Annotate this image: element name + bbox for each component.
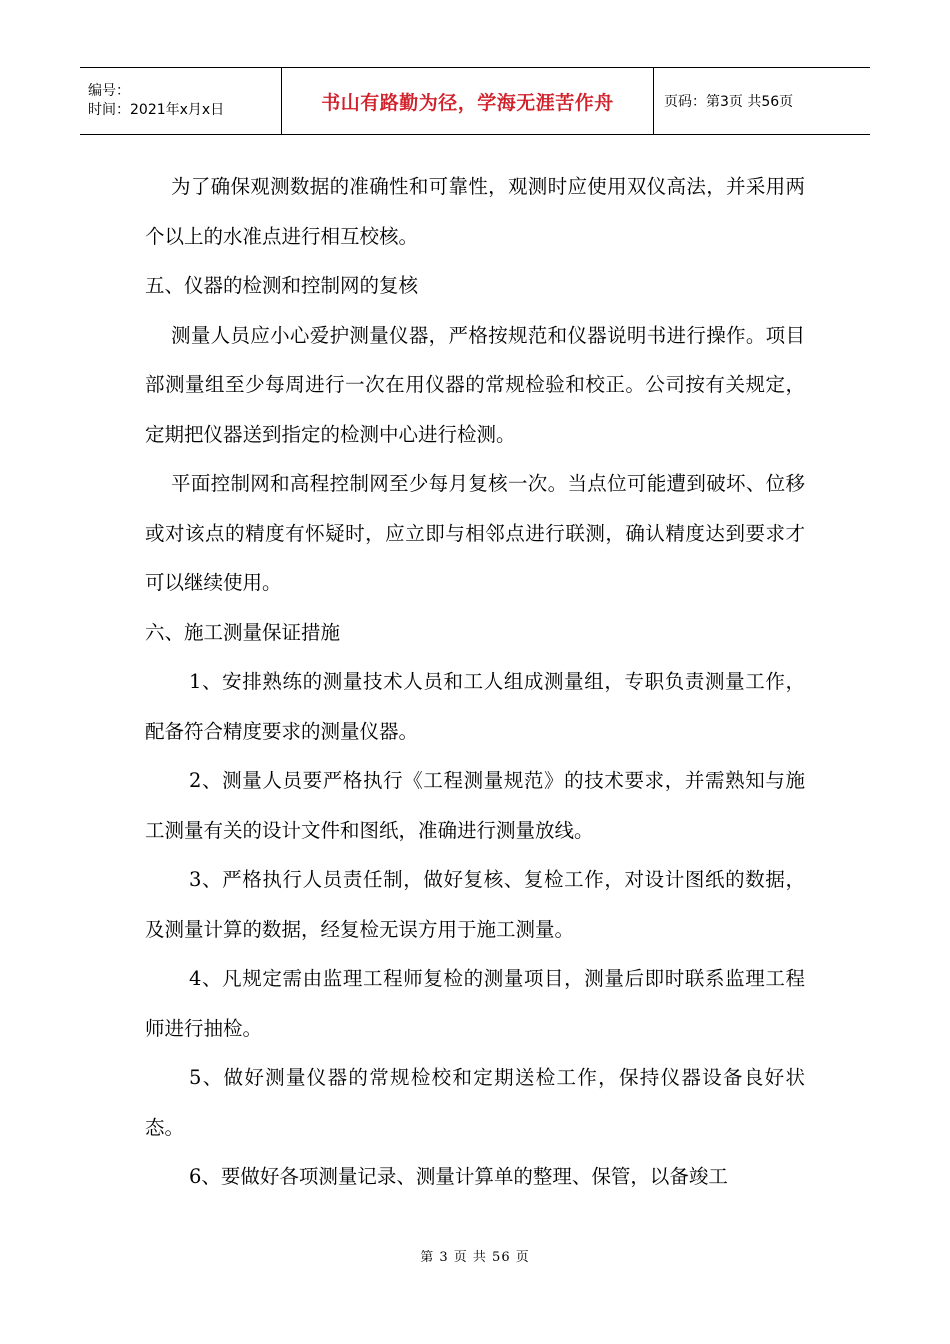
page-header [80,67,870,135]
header-page-info: 页码：第3页 共56页 [664,94,794,110]
list-item: 6、要做好各项测量记录、测量计算单的整理、保管，以备竣工 [189,1165,728,1188]
list-item: 2、测量人员要严格执行《工程测量规范》的技术要求，并需熟知与施工测量有关的设计文件和图纸，准确进行测量放线。 [145,769,805,842]
header-page-info-cell [654,68,870,134]
list-item: 4、凡规定需由监理工程师复检的测量项目，测量后即时联系监理工程师进行抽检。 [145,967,805,1040]
list-item: 5、做好测量仪器的常规检校和定期送检工作，保持仪器设备良好状态。 [145,1066,805,1139]
section-heading-6: 六、施工测量保证措施 [145,620,341,644]
page-footer: 第 3 页 共 56 页 [420,1250,530,1265]
header-meta [80,68,282,134]
header-motto-cell [282,68,654,134]
paragraph-leveling: 为了确保观测数据的准确性和可靠性，观测时应使用双仪高法，并采用两个以上的水准点进行相互校核。 [145,175,805,248]
document-body [145,162,805,1202]
paragraph-instrument-care: 测量人员应小心爱护测量仪器，严格按规范和仪器说明书进行操作。项目部测量组至少每周进行一次在用仪器的常规检验和校正。公司按有关规定，定期把仪器送到指定的检测中心进行检测。 [145,323,805,446]
number-label: 编号： [88,83,130,99]
list-item: 1、安排熟练的测量技术人员和工人组成测量组，专职负责测量工作，配备符合精度要求的测量仪器。 [145,670,805,743]
list-item: 3、严格执行人员责任制，做好复核、复检工作，对设计图纸的数据，及测量计算的数据，经复检无误方用于施工测量。 [145,868,805,941]
section-heading-5: 五、仪器的检测和控制网的复核 [145,274,419,297]
time-label: 时间：2021年x月x日 [88,102,225,118]
header-motto: 书山有路勤为径，学海无涯苦作舟 [321,91,614,114]
paragraph-control-network: 平面控制网和高程控制网至少每月复核一次。当点位可能遭到破坏、位移或对该点的精度有怀疑时，应立即与相邻点进行联测，确认精度达到要求才可以继续使用。 [145,472,805,594]
